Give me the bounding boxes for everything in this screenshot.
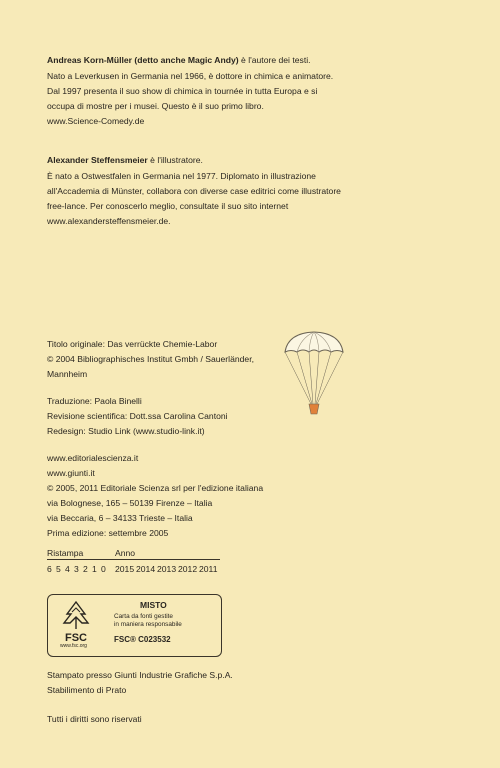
- printer-line: Stampato presso Giunti Industrie Grafiche S.p.A.: [47, 670, 233, 680]
- original-copyright-line: © 2004 Bibliographisches Institut Gmbh / Sauerländer,: [47, 354, 254, 364]
- anno-label: Anno: [115, 548, 136, 558]
- credit-redesign: Redesign: Studio Link (www.studio-link.it): [47, 426, 205, 436]
- ristampa-number: 2: [83, 564, 88, 574]
- illustrator-heading: [47, 153, 203, 167]
- illustrator-bio-line: free-lance. Per conoscerlo meglio, consultate il suo sito internet: [47, 201, 289, 211]
- ristampa-number: 0: [101, 564, 106, 574]
- publisher-address: via Bolognese, 165 – 50139 Firenze – Italia: [47, 498, 213, 508]
- parachute-illustration: [282, 330, 346, 422]
- anno-year: 2013: [157, 564, 177, 574]
- illustrator-bio-line: È nato a Ostwestfalen in Germania nel 1977. Diplomato in illustrazione: [47, 171, 316, 181]
- ristampa-number: 4: [65, 564, 70, 574]
- original-title-line: Titolo originale: Das verrückte Chemie-Labor: [47, 339, 218, 349]
- rights-notice: Tutti i diritti sono riservati: [47, 714, 142, 724]
- first-edition: Prima edizione: settembre 2005: [47, 528, 169, 538]
- anno-year: 2011: [199, 564, 218, 574]
- parachute-basket: [309, 404, 319, 414]
- fsc-misto-label: MISTO: [140, 600, 167, 610]
- publisher-copyright: © 2005, 2011 Editoriale Scienza srl per l'edizione italiana: [47, 483, 264, 493]
- author-role: è l'autore dei testi.: [238, 55, 311, 65]
- anno-year: 2015: [115, 564, 135, 574]
- author-bio-line: Nato a Leverkusen in Germania nel 1966, è dottore in chimica e animatore.: [47, 71, 334, 81]
- illustrator-name: Alexander Steffensmeier: [47, 155, 148, 165]
- ristampa-number: 3: [74, 564, 79, 574]
- illustrator-bio-line: all'Accademia di Münster, collabora con diverse case editrici come illustratore: [47, 186, 341, 196]
- ristampa-number: 5: [56, 564, 61, 574]
- ristampa-label: Ristampa: [47, 548, 84, 558]
- fsc-code: FSC® C023532: [114, 635, 171, 644]
- illustrator-role: è l'illustratore.: [147, 155, 203, 165]
- fsc-url: www.fsc.org: [60, 643, 87, 649]
- fsc-tree-icon: [56, 599, 96, 643]
- publisher-website-link[interactable]: www.giunti.it: [47, 468, 95, 478]
- ristampa-number: 1: [92, 564, 97, 574]
- reprint-rule: [47, 559, 220, 560]
- ristampa-number: 6: [47, 564, 52, 574]
- publisher-address: via Beccaria, 6 – 34133 Trieste – Italia: [47, 513, 193, 523]
- credit-translation: Traduzione: Paola Binelli: [47, 396, 142, 406]
- fsc-certification-box: [47, 594, 222, 657]
- author-bio-line: occupa di mostre per i musei. Questo è il suo primo libro.: [47, 101, 264, 111]
- fsc-logo-text: FSC: [65, 632, 87, 643]
- illustrator-website-link[interactable]: www.alexandersteffensmeier.de.: [47, 216, 171, 226]
- anno-year: 2014: [136, 564, 156, 574]
- fsc-sub-line: in maniera responsabile: [114, 621, 182, 628]
- original-copyright-line: Mannheim: [47, 369, 88, 379]
- author-name: Andreas Korn-Müller (detto anche Magic Andy): [47, 55, 239, 65]
- credit-scientific-review: Revisione scientifica: Dott.ssa Carolina Cantoni: [47, 411, 228, 421]
- fsc-sub-line: Carta da fonti gestite: [114, 613, 173, 620]
- author-website-link[interactable]: www.Science-Comedy.de: [47, 116, 145, 126]
- publisher-website-link[interactable]: www.editorialescienza.it: [47, 453, 139, 463]
- printer-line: Stabilimento di Prato: [47, 685, 127, 695]
- anno-year: 2012: [178, 564, 198, 574]
- author-bio-line: Dal 1997 presenta il suo show di chimica in tournée in tutta Europa e si: [47, 86, 318, 96]
- author-heading: [47, 53, 311, 67]
